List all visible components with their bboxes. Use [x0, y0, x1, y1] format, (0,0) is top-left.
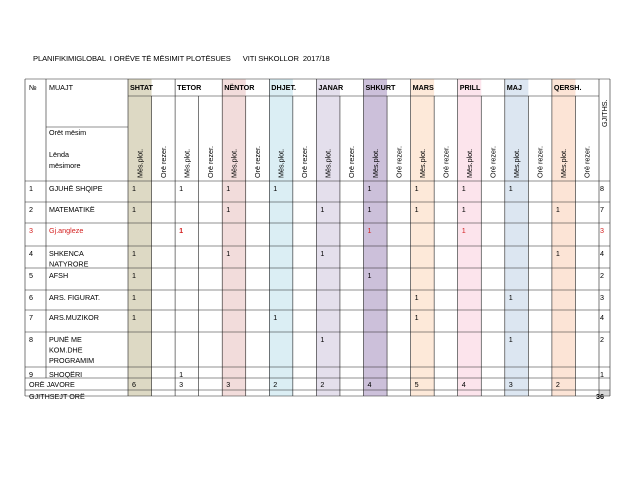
- row-total-3: 4: [600, 249, 604, 258]
- subheader-plot-8: Mës.plot.: [323, 148, 333, 178]
- subheader-rezer-3: Orë rezer.: [205, 146, 215, 178]
- weekly-value-3: 2: [273, 380, 278, 389]
- row-total-4: 2: [600, 271, 604, 280]
- subheader-plot-16: Mës.plot.: [512, 148, 522, 178]
- row-number-3: 4: [29, 249, 33, 258]
- cell-2-2: 1: [179, 226, 184, 235]
- grand-total-value: 36: [596, 392, 604, 401]
- row-total-1: 7: [600, 205, 604, 214]
- document-title: PLANIFIKIMIGLOBAL I ORËVE TË MËSIMIT PLOTËSUES VITI SHKOLLOR 2017/18: [33, 54, 330, 63]
- corner-subject-label-2: mësimore: [49, 161, 81, 170]
- cell-4-0: 1: [132, 271, 136, 280]
- cell-6-6: 1: [273, 313, 278, 322]
- cell-1-4: 1: [226, 205, 231, 214]
- cell-3-4: 1: [226, 249, 231, 258]
- cell-6-12: 1: [414, 313, 419, 322]
- cell-3-18: 1: [555, 249, 560, 258]
- row-total-7: 2: [600, 335, 604, 344]
- row-subject-5: ARS. FIGURAT.: [49, 293, 100, 302]
- subheader-rezer-19: Orë rezer.: [582, 146, 592, 178]
- month-header-9: QERSH.: [553, 83, 582, 92]
- row-number-6: 7: [29, 313, 33, 322]
- row-number-8: 9: [29, 370, 33, 379]
- month-shade-0: [128, 79, 152, 396]
- row-number-4: 5: [29, 271, 33, 280]
- cell-1-18: 1: [555, 205, 560, 214]
- cell-6-0: 1: [132, 313, 136, 322]
- subheader-plot-4: Mës.plot.: [229, 148, 239, 178]
- cell-0-6: 1: [273, 184, 278, 193]
- row-total-8: 1: [600, 370, 604, 379]
- subheader-plot-12: Mës.plot.: [417, 148, 427, 178]
- cell-8-2: 1: [179, 370, 184, 379]
- subheader-plot-2: Mës.plot.: [182, 148, 192, 178]
- month-shade-9: [552, 79, 576, 396]
- cell-7-8: 1: [320, 335, 325, 344]
- month-shade-5: [364, 79, 388, 396]
- weekly-value-7: 4: [461, 380, 466, 389]
- month-shade-6: [411, 79, 435, 396]
- weekly-value-6: 5: [414, 380, 419, 389]
- row-total-2: 3: [600, 226, 604, 235]
- grand-total-label: GJITHSEJT ORË: [29, 392, 85, 401]
- row-number-5: 6: [29, 293, 33, 302]
- weekly-value-4: 2: [320, 380, 325, 389]
- month-shade-7: [458, 79, 482, 396]
- subheader-rezer-15: Orë rezer.: [488, 146, 498, 178]
- subheader-rezer-11: Orë rezer.: [394, 146, 404, 178]
- cell-2-14: 1: [461, 226, 466, 235]
- subheader-rezer-5: Orë rezer.: [253, 146, 263, 178]
- row-number-2: 3: [29, 226, 33, 235]
- row-subject-7-line-0: PUNË ME: [49, 335, 82, 344]
- subheader-rezer-7: Orë rezer.: [300, 146, 310, 178]
- cell-1-12: 1: [414, 205, 419, 214]
- row-number-7: 8: [29, 335, 33, 344]
- cell-0-2: 1: [179, 184, 184, 193]
- row-subject-3-line-1: NATYRORE: [49, 259, 89, 269]
- row-total-5: 3: [600, 293, 604, 302]
- subheader-rezer-1: Orë rezer.: [158, 146, 168, 178]
- cell-4-10: 1: [367, 271, 372, 280]
- cell-5-16: 1: [508, 293, 513, 302]
- cell-0-16: 1: [508, 184, 513, 193]
- corner-hours-label: Orët mësim: [49, 128, 87, 137]
- cell-0-12: 1: [414, 184, 419, 193]
- subheader-plot-18: Mës.plot.: [559, 148, 569, 178]
- weekly-value-2: 3: [226, 380, 231, 389]
- row-subject-0: GJUHË SHQIPE: [49, 184, 103, 193]
- month-shade-2: [222, 79, 246, 396]
- corner-months: MUAJT: [49, 83, 73, 92]
- month-header-7: PRILL: [459, 83, 481, 92]
- cell-0-14: 1: [461, 184, 466, 193]
- cell-1-8: 1: [320, 205, 325, 214]
- cell-3-8: 1: [320, 249, 325, 258]
- month-shade-8: [505, 79, 529, 396]
- row-subject-4: AFSH: [49, 271, 69, 280]
- row-subject-6: ARS.MUZIKOR: [49, 313, 99, 322]
- row-total-0: 8: [600, 184, 604, 193]
- month-header-8: MAJ: [506, 83, 522, 92]
- row-subject-1: MATEMATIKË: [49, 205, 95, 214]
- subheader-plot-6: Mës.plot.: [276, 148, 286, 178]
- cell-1-0: 1: [132, 205, 136, 214]
- row-number-1: 2: [29, 205, 33, 214]
- month-header-3: DHJET.: [271, 83, 297, 92]
- row-subject-7-line-1: KOM.DHE: [49, 345, 83, 355]
- weekly-value-5: 4: [367, 380, 372, 389]
- row-subject-2: Gj.angleze: [49, 226, 84, 235]
- cell-1-14: 1: [461, 205, 466, 214]
- row-subject-8: SHOQËRI: [49, 370, 83, 379]
- cell-2-10: 1: [367, 226, 372, 235]
- cell-0-0: 1: [132, 184, 136, 193]
- cell-7-16: 1: [508, 335, 513, 344]
- subheader-rezer-17: Orë rezer.: [535, 146, 545, 178]
- month-shade-1: [175, 79, 199, 396]
- corner-number: №: [29, 83, 37, 92]
- cell-3-0: 1: [132, 249, 136, 258]
- schedule-table: [25, 79, 610, 401]
- month-shade-4: [316, 79, 340, 396]
- month-header-6: MARS: [412, 83, 434, 92]
- subheader-rezer-9: Orë rezer.: [347, 146, 357, 178]
- month-header-4: JANAR: [318, 83, 344, 92]
- row-number-0: 1: [29, 184, 33, 193]
- month-header-0: SHTAT: [130, 83, 153, 92]
- row-total-6: 4: [600, 313, 604, 322]
- total-header: GJITHS.: [600, 99, 609, 127]
- subheader-plot-14: Mës.plot.: [464, 148, 474, 178]
- weekly-value-8: 3: [508, 380, 513, 389]
- subheader-plot-10: Mës.plot.: [370, 148, 380, 178]
- weekly-value-1: 3: [179, 380, 184, 389]
- month-header-5: SHKURT: [365, 83, 396, 92]
- cell-1-10: 1: [367, 205, 372, 214]
- cell-0-10: 1: [367, 184, 372, 193]
- cell-5-0: 1: [132, 293, 136, 302]
- row-subject-3-line-0: SHKENCA: [49, 249, 84, 258]
- month-shade-3: [269, 79, 293, 396]
- row-subject-7-line-2: PROGRAMIM: [49, 356, 95, 365]
- cell-5-12: 1: [414, 293, 419, 302]
- month-header-2: NËNTOR: [224, 83, 255, 92]
- weekly-label: ORË JAVORE: [29, 380, 75, 389]
- weekly-value-0: 6: [132, 380, 136, 389]
- subheader-rezer-13: Orë rezer.: [441, 146, 451, 178]
- month-header-1: TETOR: [177, 83, 202, 92]
- subheader-plot-0: Mës.plot.: [135, 148, 145, 178]
- schedule-table-grid: [25, 79, 610, 401]
- corner-subject-label-1: Lënda: [49, 150, 69, 159]
- weekly-value-9: 2: [555, 380, 560, 389]
- cell-0-4: 1: [226, 184, 231, 193]
